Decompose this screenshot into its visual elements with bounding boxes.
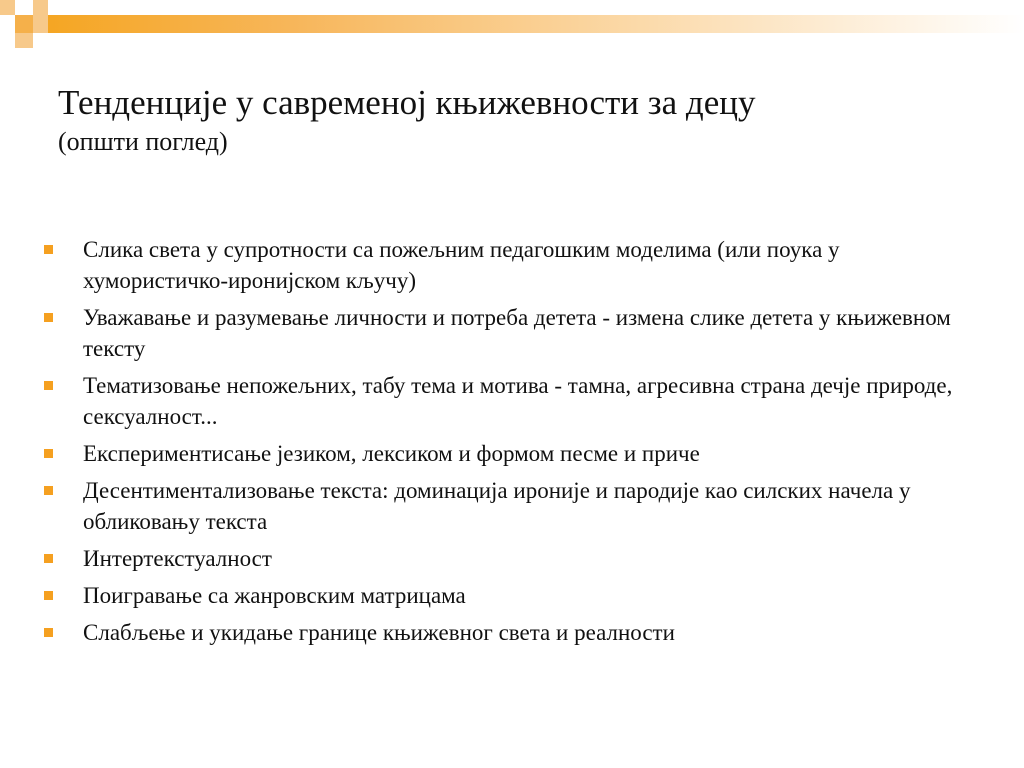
bullet-item [44,543,984,574]
header-gradient-bar [48,15,1024,33]
slide-title [58,82,978,158]
bullet-item [44,617,984,648]
bullet-square-icon [44,591,53,600]
decor-square [0,15,15,33]
bullet-item [44,370,984,432]
bullet-square-icon [44,381,53,390]
bullet-item [44,438,984,469]
bullet-square-icon [44,313,53,322]
bullet-text: Поигравање са жанровским матрицама [83,583,466,608]
decor-square [15,15,33,33]
decor-square [33,15,48,33]
title-main: Тенденције у савременој књижевности за децу [58,83,756,122]
bullet-item [44,234,984,296]
decor-square [33,0,48,15]
bullet-item [44,302,984,364]
bullet-text: Тематизовање непожељних, табу тема и мотива - тамна, агресивна страна дечје природе, сексуалност... [83,373,953,429]
decor-square [15,33,33,48]
decor-square [33,33,48,48]
decor-square [15,0,33,15]
decor-square [0,0,15,15]
bullet-text: Слика света у супротности са пожељним педагошким моделима (или поука у хумористичко-иронијском кључу) [83,237,840,293]
bullet-text: Десентиментализовање текста: доминација ироније и пародије као силских начела у обликовању текста [83,478,911,534]
bullet-text: Слабљење и укидање границе књижевног света и реалности [83,620,675,645]
bullet-text: Интертекстуалност [83,546,272,571]
bullet-square-icon [44,449,53,458]
bullet-list [44,234,984,654]
bullet-item [44,580,984,611]
bullet-square-icon [44,554,53,563]
bullet-square-icon [44,628,53,637]
bullet-text: Уважавање и разумевање личности и потреба детета - измена слике детета у књижевном тексту [83,305,951,361]
bullet-square-icon [44,486,53,495]
title-subtitle: (општи поглед) [58,127,228,156]
bullet-item [44,475,984,537]
bullet-square-icon [44,245,53,254]
bullet-text: Експериментисање језиком, лексиком и формом песме и приче [83,441,700,466]
